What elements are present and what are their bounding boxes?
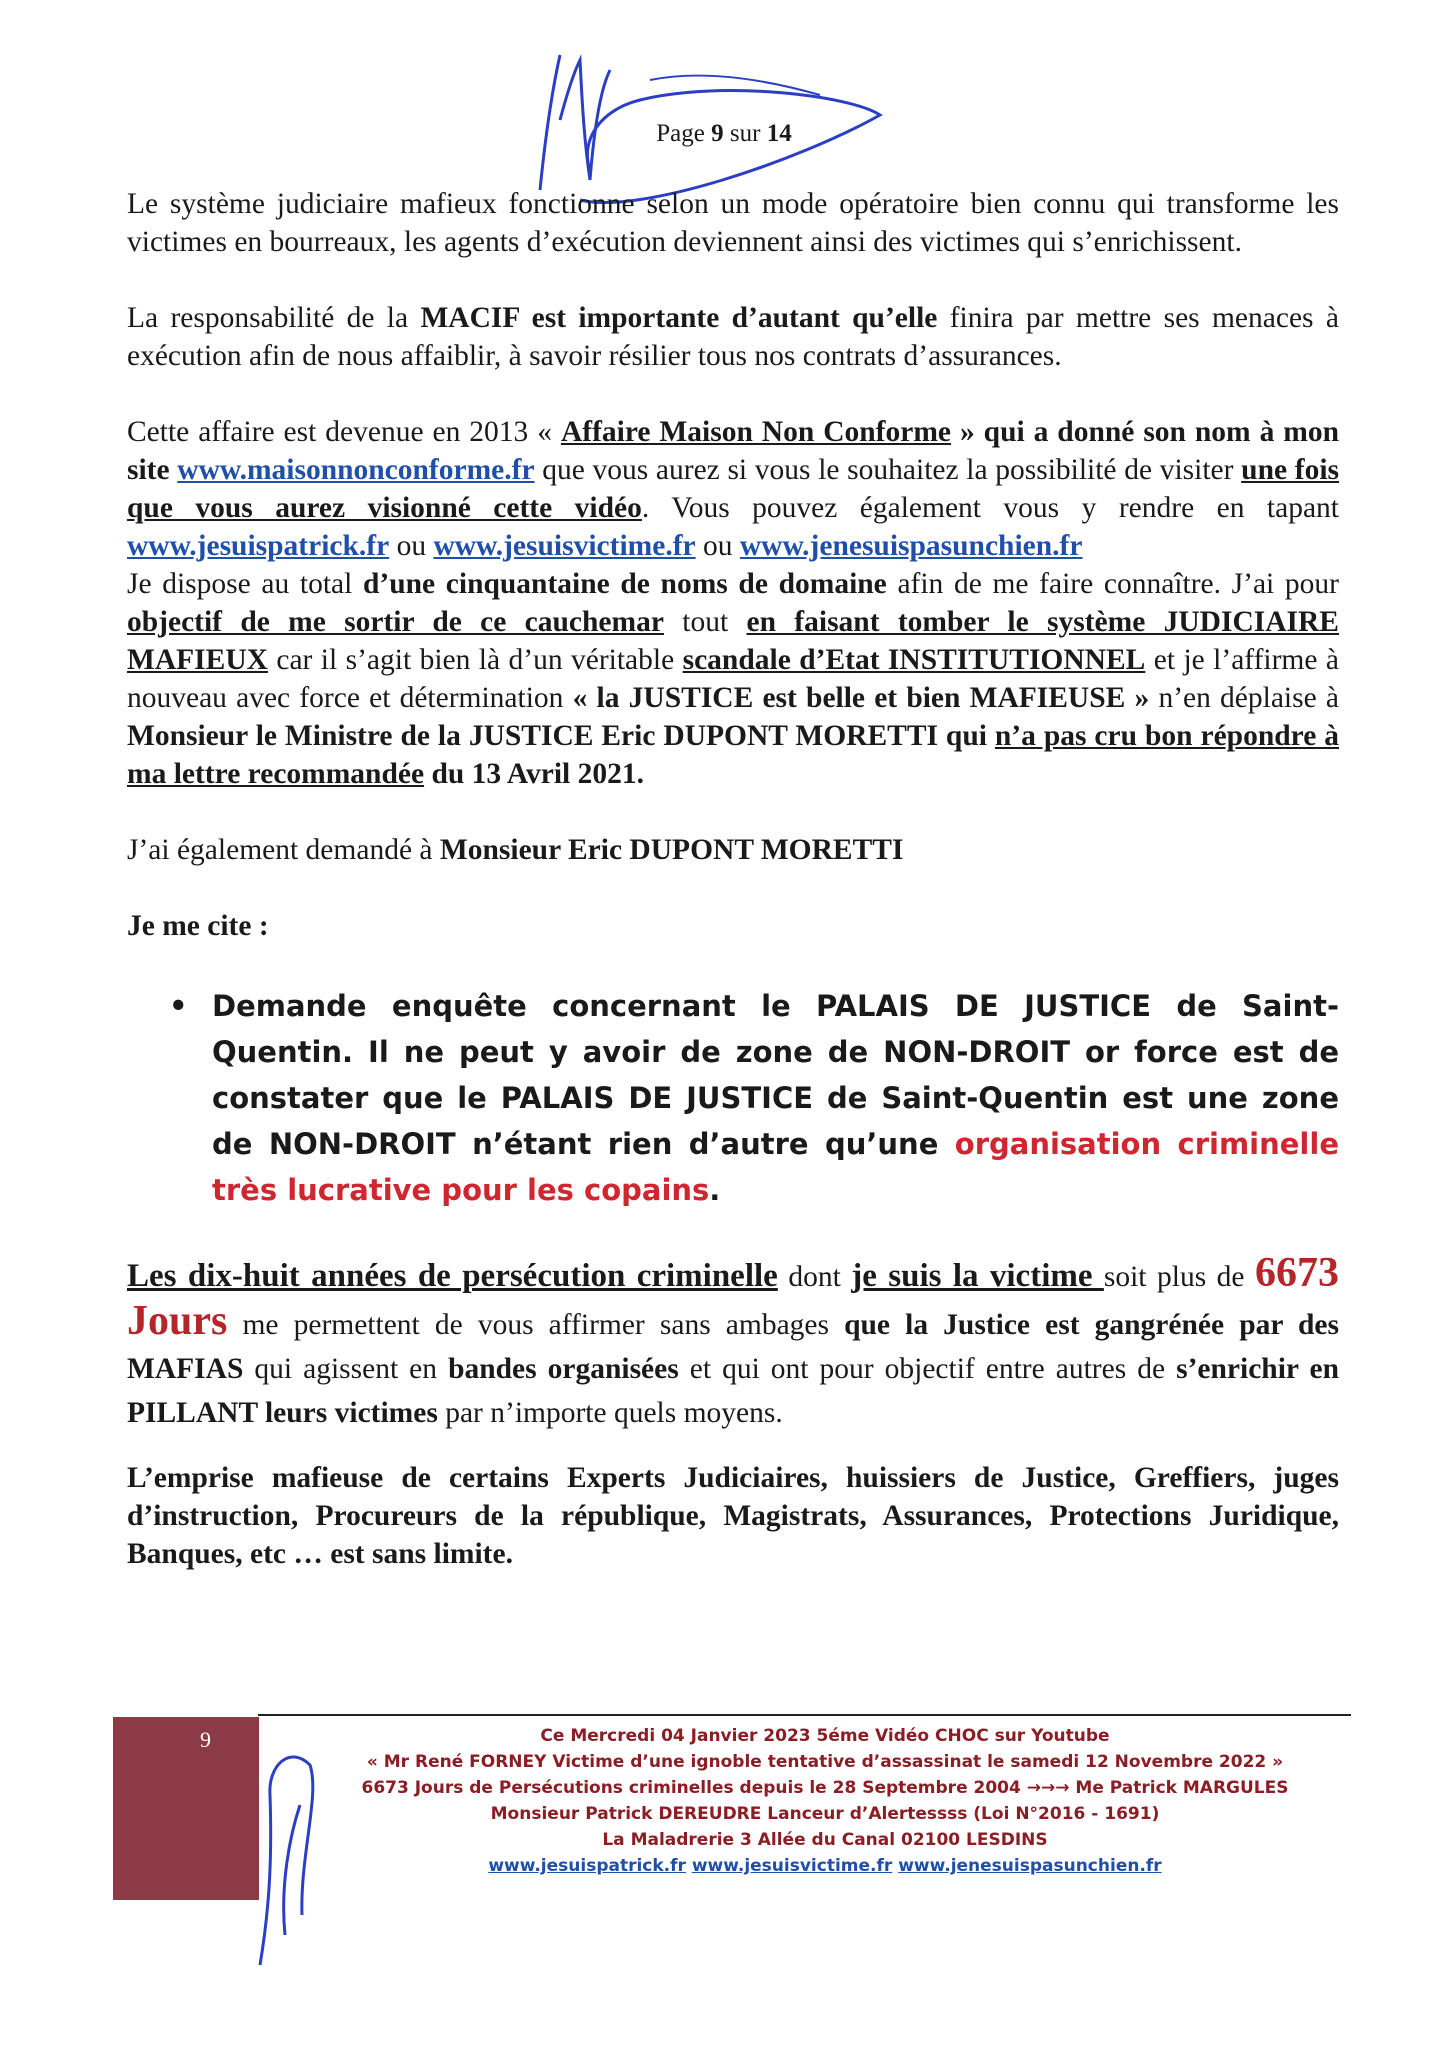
footer-page-number: 9 bbox=[200, 1727, 211, 1752]
footer-divider bbox=[258, 1714, 1351, 1716]
paragraph-5: J’ai également demandé à Monsieur Eric DUPONT MORETTI bbox=[127, 834, 904, 866]
paragraph-7: Les dix-huit années de persécution criminelle dont je suis la victime soit plus de 6673 Jours me permettent de vous affirmer sans ambages que la Justice est gangrénée par des MAFIAS qui agissent en bandes organisées et qui ont pour objectif entre autres de s’enrichir en PILLANT leurs victimes par n’importe quels moyens. bbox=[127, 1250, 1340, 1429]
footer-line-2: « Mr René FORNEY Victime d’une ignoble tentative d’assassinat le samedi 12 Novembre 2022 » bbox=[366, 1752, 1284, 1772]
document-body bbox=[127, 185, 1339, 1573]
footer-link-jenesuispasunchien[interactable]: www.jenesuispasunchien.fr bbox=[898, 1856, 1162, 1876]
link-maisonnonconforme[interactable]: www.maisonnonconforme.fr bbox=[177, 454, 535, 486]
paragraph-8: L’emprise mafieuse de certains Experts Judiciaires, huissiers de Justice, Greffiers, juges d’instruction, Procureurs de la république, Magistrats, Assurances, Protections Juridique, Banques, etc … est sans limite. bbox=[127, 1462, 1339, 1570]
footer-text bbox=[300, 1723, 1350, 1879]
footer-links bbox=[300, 1853, 1350, 1879]
paragraph-1: Le système judiciaire mafieux fonctionne selon un mode opératoire bien connu qui transforme les victimes en bourreaux, les agents d’exécution deviennent ainsi des victimes qui s’enrichissent. bbox=[127, 188, 1339, 258]
quote-block: • Demande enquête concernant le PALAIS DE JUSTICE de Saint-Quentin. Il ne peut y avoir de zone de NON-DROIT or force est de constater que le PALAIS DE JUSTICE de Saint-Quentin est une zone de NON-DROIT n’étant rien d’autre qu’une organisation criminelle très lucrative pour les copains. bbox=[212, 983, 1339, 1213]
link-jesuisvictime[interactable]: www.jesuisvictime.fr bbox=[433, 530, 696, 562]
footer-line-4: Monsieur Patrick DEREUDRE Lanceur d’Alertessss (Loi N°2016 - 1691) bbox=[490, 1804, 1160, 1824]
paragraph-2: La responsabilité de la MACIF est importante d’autant qu’elle finira par mettre ses menaces à exécution afin de nous affaiblir, à savoir résilier tous nos contrats d’assurances. bbox=[127, 302, 1339, 372]
footer-link-jesuispatrick[interactable]: www.jesuispatrick.fr bbox=[488, 1856, 686, 1876]
page-header bbox=[0, 120, 1448, 148]
bullet: • bbox=[169, 989, 188, 1023]
page-number: 9 bbox=[711, 120, 724, 147]
footer-link-jesuisvictime[interactable]: www.jesuisvictime.fr bbox=[691, 1856, 893, 1876]
paragraph-6: Je me cite : bbox=[127, 910, 269, 942]
paragraph-4: Je dispose au total d’une cinquantaine de noms de domaine afin de me faire connaître. J’ai pour objectif de me sortir de ce cauchemar tout en faisant tomber le système JUDICIAIRE MAFIEUX car il s’agit bien là d’un véritable scandale d’Etat INSTITUTIONNEL et je l’affirme à nouveau avec force et détermination « la JUSTICE est belle et bien MAFIEUSE » n’en déplaise à Monsieur le Ministre de la JUSTICE Eric DUPONT MORETTI qui n’a pas cru bon répondre à ma lettre recommandée du 13 Avril 2021. bbox=[127, 568, 1339, 790]
footer-line-3: 6673 Jours de Persécutions criminelles depuis le 28 Septembre 2004 →→→ Me Patrick MARGULES bbox=[361, 1778, 1289, 1798]
paragraph-3: Cette affaire est devenue en 2013 « Affaire Maison Non Conforme » qui a donné son nom à mon site www.maisonnonconforme.fr que vous aurez si vous le souhaitez la possibilité de visiter une fois que vous aurez visionné cette vidéo. Vous pouvez également vous y rendre en tapant www.jesuispatrick.fr ou www.jesuisvictime.fr ou www.jenesuispasunchien.fr bbox=[127, 416, 1339, 562]
page-prefix: Page bbox=[656, 120, 705, 147]
link-jenesuispasunchien[interactable]: www.jenesuispasunchien.fr bbox=[739, 530, 1083, 562]
page-sur: sur bbox=[729, 120, 761, 147]
page-total: 14 bbox=[766, 120, 792, 147]
footer-line-1: Ce Mercredi 04 Janvier 2023 5éme Vidéo CHOC sur Youtube bbox=[540, 1726, 1110, 1746]
link-jesuispatrick[interactable]: www.jesuispatrick.fr bbox=[127, 530, 390, 562]
footer-line-5: La Maladrerie 3 Allée du Canal 02100 LESDINS bbox=[602, 1830, 1048, 1850]
